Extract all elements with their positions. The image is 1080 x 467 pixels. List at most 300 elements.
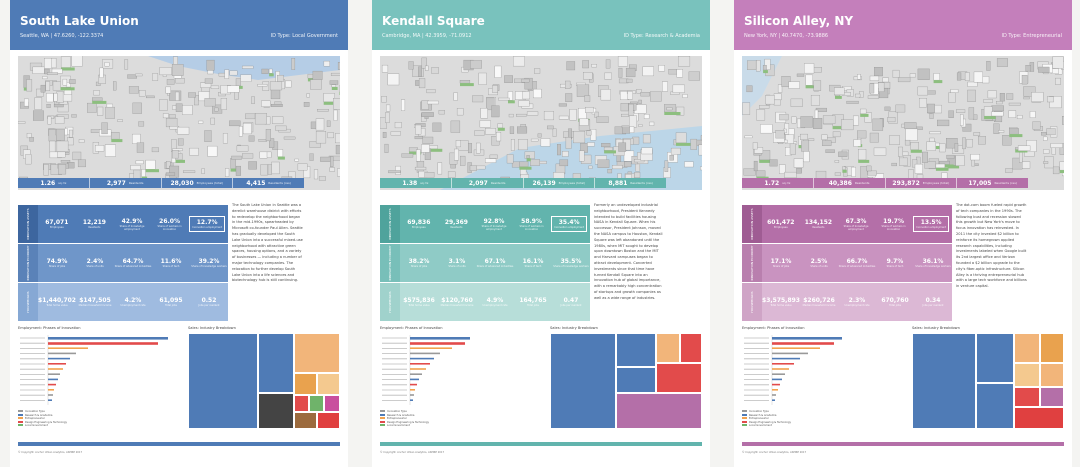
metric-cell: 4.9% Unemployment rate — [482, 297, 508, 307]
employment-bar — [772, 389, 778, 391]
metric-cell: 2.4% Share of units — [86, 258, 104, 268]
building-block — [1041, 132, 1046, 135]
building-block — [974, 132, 980, 135]
building-block — [813, 67, 822, 72]
building-block — [427, 101, 438, 104]
building-block — [69, 79, 75, 83]
metrics-row-economy: INNOVATION ECONOMY 38.2% Share of jobs 3.1% Share of units 67.1% Share of advanced industries 16.1% Share of tech 35.5% Share of knowledge workers — [380, 244, 590, 282]
building-block — [678, 56, 690, 66]
stat-area: 1.72 sq mi — [742, 178, 814, 188]
metric-cell: 36.1% Share of knowledge workers — [915, 258, 951, 268]
employment-bar — [410, 337, 470, 340]
building-block — [978, 136, 985, 144]
building-block — [628, 92, 633, 100]
building-block — [402, 154, 413, 158]
building-block — [822, 135, 828, 140]
building-block — [1019, 152, 1022, 162]
treemap-cell — [294, 412, 317, 429]
building-block — [160, 67, 172, 75]
building-block — [969, 108, 974, 120]
building-block — [223, 133, 228, 143]
building-block — [44, 165, 49, 176]
building-block — [1038, 67, 1049, 73]
building-block — [391, 132, 401, 136]
employment-bar — [410, 363, 430, 365]
building-block — [857, 74, 860, 79]
building-block — [888, 117, 896, 122]
building-block — [915, 164, 923, 173]
building-block — [448, 172, 455, 178]
building-block — [756, 60, 760, 71]
treemap-cell — [188, 333, 258, 429]
building-block — [601, 89, 611, 100]
district-id-type: ID Type: Entrepreneurial — [1001, 33, 1062, 39]
building-block — [334, 110, 337, 121]
treemap-cell — [1040, 333, 1064, 363]
building-block — [585, 96, 590, 102]
building-block — [178, 139, 183, 146]
building-block — [266, 129, 271, 141]
building-block — [337, 169, 340, 177]
district-description: Formerly an undeveloped industrial neighborhood, President Kennedy intended to build facilities housing NASA in Kendall Square. When his successor, President Johnson, moved the NASA campus to Houston, Kendall Square was left abandoned until the 1980s, when MIT sought to develop upon downtown Boston and the MIT and Harvard campuses began to attract development. Concerted investments since that time have turned Kendall Square into an innovation hub of global importance, with a remarkably high concentration of startups and growth companies as well as a wide range of industries. — [594, 203, 663, 300]
building-block — [639, 100, 642, 104]
employment-bar — [772, 337, 842, 340]
building-block — [262, 69, 269, 74]
building-block — [230, 71, 238, 75]
metric-cell: 38.2% Share of jobs — [408, 258, 430, 268]
building-block — [236, 79, 241, 86]
building-block — [565, 94, 572, 102]
building-block — [644, 114, 649, 118]
building-block — [984, 99, 993, 102]
building-block — [988, 91, 997, 98]
building-block — [284, 137, 295, 139]
building-block — [146, 160, 156, 169]
building-block — [460, 80, 470, 83]
park-area — [1009, 134, 1022, 137]
building-block — [742, 103, 750, 115]
building-block — [91, 130, 100, 133]
building-block — [898, 147, 903, 156]
building-block — [475, 131, 485, 136]
building-block — [270, 82, 282, 90]
treemap-cell — [616, 367, 656, 393]
building-block — [522, 79, 530, 82]
metric-cell: 69,836 Employees — [407, 219, 431, 229]
park-area — [176, 160, 186, 163]
treemap-cell — [317, 412, 340, 429]
building-block — [492, 85, 497, 92]
copyright: © Copyright: Anchor Urban Analytics, ASPIRE 2017 — [742, 451, 807, 454]
building-block — [567, 62, 575, 71]
metric-cell: 61,095 Total jobs — [159, 297, 183, 307]
building-block — [236, 166, 241, 176]
building-block — [962, 138, 965, 149]
building-block — [480, 121, 491, 128]
building-block — [63, 79, 67, 85]
building-block — [753, 143, 757, 150]
building-block — [476, 143, 480, 153]
building-block — [649, 122, 654, 126]
building-block — [670, 155, 674, 160]
metric-cell: 164,765 Total jobs — [519, 297, 547, 307]
metric-cell: 601,472 Employees — [767, 219, 795, 229]
park-area — [146, 169, 159, 172]
employment-bar — [772, 399, 775, 401]
treemap-cell — [550, 333, 616, 429]
building-block — [527, 112, 538, 116]
metric-cell: 3.1% Share of units — [448, 258, 466, 268]
building-block — [52, 58, 57, 68]
building-block — [261, 101, 270, 107]
building-block — [867, 166, 872, 171]
metric-cell: 12,219 Residents — [82, 219, 106, 229]
metric-cell: $260,726 Median household income — [802, 297, 836, 307]
employment-bar-chart — [742, 333, 912, 413]
employment-chart-title: Employment: Phases of Innovation — [380, 326, 443, 330]
building-block — [417, 161, 424, 172]
employment-bar-chart — [380, 333, 550, 413]
building-block — [624, 162, 631, 167]
building-block — [770, 160, 778, 167]
building-block — [789, 82, 800, 89]
metric-cell: $575,836 Total home value — [403, 297, 435, 307]
building-block — [46, 93, 53, 102]
building-block — [557, 144, 561, 155]
building-block — [747, 61, 756, 70]
building-block — [1033, 122, 1041, 130]
industry-chart-title: Sales: Industry Breakdown — [550, 326, 598, 330]
building-block — [580, 119, 589, 126]
building-block — [1009, 111, 1016, 118]
building-block — [259, 139, 267, 141]
park-area — [604, 150, 616, 153]
metric-cell: 92.8% Share of knowledge employment — [481, 217, 507, 231]
park-area — [278, 157, 285, 160]
building-block — [78, 160, 86, 167]
building-block — [139, 122, 144, 127]
building-block — [1043, 161, 1048, 163]
metric-cell: 67.1% Share of advanced industries — [476, 258, 514, 268]
building-block — [940, 144, 946, 153]
building-block — [237, 146, 248, 152]
building-block — [559, 104, 567, 107]
employment-bar — [410, 358, 434, 360]
building-block — [268, 165, 272, 175]
district-title: Kendall Square — [382, 14, 485, 28]
metric-cell: 26.0% Share of workers in innovation — [157, 217, 182, 231]
panel-header — [10, 0, 348, 50]
district-description: The dot-com boom fueled rapid growth of tech companies in the 1990s. The following bust and recession slowed this growth but New York's move to focus innovation has reinvested. In 2011 the city invested $2 billion to reinforce its homegrown applied research capabilities, including investments labeled when Google built its 2nd largest office and Verizon founded a $2 billion upgrade to the city's fiber-optic infrastructure. Silicon Alley is a thriving entrepreneurial hub with a large tech workforce and billions in venture capital. — [956, 203, 1027, 289]
metric-cell: 42.9% Share of knowledge employment — [119, 217, 145, 231]
building-block — [295, 159, 299, 161]
building-block — [592, 64, 597, 67]
building-block — [857, 131, 866, 138]
employment-bars — [744, 337, 842, 401]
building-block — [822, 141, 831, 146]
employment-bar — [410, 384, 417, 386]
employment-bar — [48, 368, 63, 370]
building-block — [621, 114, 629, 117]
building-block — [208, 70, 214, 74]
building-block — [33, 111, 43, 121]
building-block — [905, 122, 917, 128]
building-block — [774, 94, 781, 100]
building-block — [559, 116, 569, 119]
building-block — [172, 64, 183, 75]
district-title: South Lake Union — [20, 14, 139, 28]
building-block — [102, 123, 108, 134]
building-block — [662, 82, 667, 92]
chart-legend: Innovation Type Research & Academia Entrepreneurial Design Engineering & Technology Local Government — [18, 410, 67, 428]
metric-cell: $120,760 Median household income — [440, 297, 474, 307]
building-block — [612, 165, 622, 169]
building-block — [472, 96, 483, 102]
building-block — [531, 139, 538, 141]
panel-header — [372, 0, 710, 50]
building-block — [889, 136, 899, 145]
metric-cell: 2.3% Unemployment rate — [844, 297, 870, 307]
building-block — [416, 150, 420, 162]
building-block — [847, 101, 859, 104]
building-block — [324, 61, 330, 66]
building-block — [780, 114, 789, 120]
building-block — [745, 136, 753, 138]
stat-res-units: 17,005 Residents (res) — [968, 179, 1017, 187]
building-block — [142, 169, 146, 176]
building-block — [759, 105, 769, 108]
building-block — [255, 113, 267, 124]
employment-bar — [48, 363, 66, 365]
building-block — [601, 143, 610, 147]
metrics-row-households: HOUSEHOLDS $1,440,702 Total home value $147,505 Median household income 4.2% Unemployment rate 61,095 Total jobs 0.52 Jobs per resident — [18, 283, 228, 321]
metric-cell: $147,505 Median household income — [78, 297, 112, 307]
metric-cell: 2.5% Share of units — [810, 258, 828, 268]
building-block — [860, 109, 866, 114]
building-block — [401, 100, 405, 111]
building-block — [160, 99, 168, 110]
building-block — [803, 151, 809, 162]
building-block — [61, 160, 70, 162]
building-block — [409, 62, 414, 70]
building-block — [313, 71, 322, 80]
building-block — [239, 126, 242, 136]
panel-header — [734, 0, 1072, 50]
building-block — [261, 165, 268, 176]
footer-bar — [380, 442, 702, 446]
building-block — [1007, 94, 1014, 100]
building-block — [870, 133, 879, 142]
stat-residents: 2,977 Residents — [90, 178, 162, 188]
metric-cell: 29,369 Residents — [444, 219, 468, 229]
building-block — [111, 132, 119, 139]
metric-cell: 16.1% Share of tech — [522, 258, 544, 268]
building-block — [242, 154, 253, 159]
employment-bar — [410, 347, 452, 349]
stat-employees: 26,139 Employees (total) — [524, 178, 596, 188]
building-block — [418, 67, 421, 77]
building-block — [492, 106, 500, 117]
building-block — [519, 101, 530, 107]
district-panel-silicon-alley — [734, 0, 1072, 467]
building-block — [1043, 149, 1049, 153]
park-area — [1060, 170, 1064, 173]
building-block — [629, 104, 634, 116]
building-block — [760, 124, 772, 133]
building-block — [1060, 162, 1064, 170]
building-block — [485, 128, 496, 134]
treemap-cell — [294, 373, 317, 395]
park-area — [858, 160, 869, 163]
building-block — [577, 85, 589, 97]
building-block — [642, 148, 653, 154]
building-block — [813, 118, 822, 128]
building-block — [50, 141, 56, 152]
building-block — [229, 121, 240, 126]
building-block — [918, 87, 928, 95]
building-block — [643, 67, 654, 76]
building-block — [72, 56, 83, 66]
park-area — [934, 80, 943, 83]
building-block — [423, 137, 433, 144]
park-area — [498, 128, 505, 131]
building-block — [622, 127, 630, 134]
building-block — [870, 84, 874, 94]
employment-bar — [410, 342, 465, 345]
building-block — [167, 79, 174, 84]
building-block — [957, 73, 961, 81]
park-area — [676, 143, 690, 146]
stats-bar — [380, 178, 666, 188]
building-block — [806, 75, 813, 85]
stat-area: 1.26 sq mi — [18, 178, 90, 188]
building-block — [319, 177, 326, 181]
park-area — [61, 87, 75, 90]
district-3d-map — [380, 56, 702, 190]
building-block — [949, 93, 956, 103]
employment-bar — [410, 368, 426, 370]
treemap-cell — [912, 333, 976, 429]
building-block — [587, 131, 592, 135]
building-block — [701, 135, 702, 140]
building-block — [853, 116, 859, 125]
building-block — [386, 105, 390, 111]
building-block — [835, 160, 839, 162]
building-block — [1022, 75, 1027, 84]
building-block — [72, 115, 77, 118]
building-block — [298, 164, 307, 171]
metrics-row-economy: INNOVATION ECONOMY 17.1% Share of jobs 2.5% Share of units 66.7% Share of advanced industries 9.7% Share of tech 36.1% Share of knowledge workers — [742, 244, 952, 282]
building-block — [100, 68, 104, 78]
building-block — [169, 115, 175, 119]
building-block — [1024, 97, 1030, 99]
treemap-cell — [1014, 387, 1040, 407]
building-block — [747, 86, 753, 92]
building-block — [560, 160, 568, 166]
employment-bar — [410, 399, 413, 401]
footer-bar — [742, 442, 1064, 446]
treemap-cell — [309, 395, 324, 412]
building-block — [176, 78, 185, 83]
building-block — [433, 123, 442, 132]
building-block — [249, 162, 257, 170]
building-block — [26, 154, 32, 164]
employment-bar — [48, 389, 54, 391]
metric-cell: 67,071 Employees — [45, 219, 69, 229]
building-block — [823, 116, 835, 124]
industry-treemap — [912, 333, 1064, 429]
building-block — [598, 160, 609, 168]
building-block — [896, 105, 905, 112]
employment-bar — [410, 389, 415, 391]
building-block — [544, 111, 554, 120]
metrics-row-assets: INNOVATION ASSETS 69,836 Employees 29,369 Residents 92.8% Share of knowledge employment 58.9% Share of workers in innovation 35.4% Innovation employment — [380, 205, 590, 243]
building-block — [922, 152, 928, 163]
building-block — [665, 161, 668, 172]
building-block — [485, 159, 496, 163]
park-area — [664, 112, 680, 115]
building-block — [454, 149, 458, 160]
building-block — [304, 102, 309, 106]
building-block — [18, 122, 25, 124]
building-block — [54, 104, 63, 107]
building-block — [673, 85, 685, 93]
district-location: Seattle, WA | 47.6260, -122.3374 — [20, 33, 104, 39]
building-block — [208, 146, 217, 156]
building-block — [796, 168, 801, 173]
building-block — [583, 72, 592, 79]
building-block — [968, 82, 978, 87]
district-panel-south-lake-union — [10, 0, 348, 467]
treemap-cell — [976, 383, 1014, 429]
building-block — [73, 152, 81, 160]
building-block — [272, 162, 280, 174]
building-block — [331, 73, 340, 76]
building-block — [927, 104, 934, 113]
building-block — [870, 76, 879, 81]
building-block — [509, 114, 513, 117]
building-block — [415, 125, 421, 134]
building-block — [677, 69, 683, 77]
treemap-cell — [294, 395, 309, 412]
metrics-table — [18, 205, 228, 320]
building-block — [451, 121, 460, 133]
district-id-type: ID Type: Research & Academia — [623, 33, 700, 39]
building-block — [385, 144, 389, 153]
building-block — [516, 114, 526, 116]
treemap-cell — [1040, 387, 1064, 407]
building-block — [1000, 93, 1005, 101]
building-block — [1055, 78, 1061, 84]
building-block — [205, 131, 212, 142]
employment-bar — [48, 384, 56, 386]
building-block — [113, 82, 116, 91]
employment-bar — [410, 379, 419, 381]
park-area — [519, 167, 531, 170]
building-block — [815, 110, 818, 118]
building-block — [43, 76, 48, 79]
metric-cell: 58.9% Share of workers in innovation — [519, 217, 544, 231]
building-block — [231, 158, 236, 168]
employment-bar — [772, 347, 820, 349]
building-block — [425, 172, 434, 177]
building-block — [438, 163, 442, 174]
building-block — [754, 161, 757, 171]
building-block — [947, 155, 955, 159]
district-3d-map — [742, 56, 1064, 190]
park-area — [936, 168, 949, 171]
building-block — [324, 93, 335, 102]
